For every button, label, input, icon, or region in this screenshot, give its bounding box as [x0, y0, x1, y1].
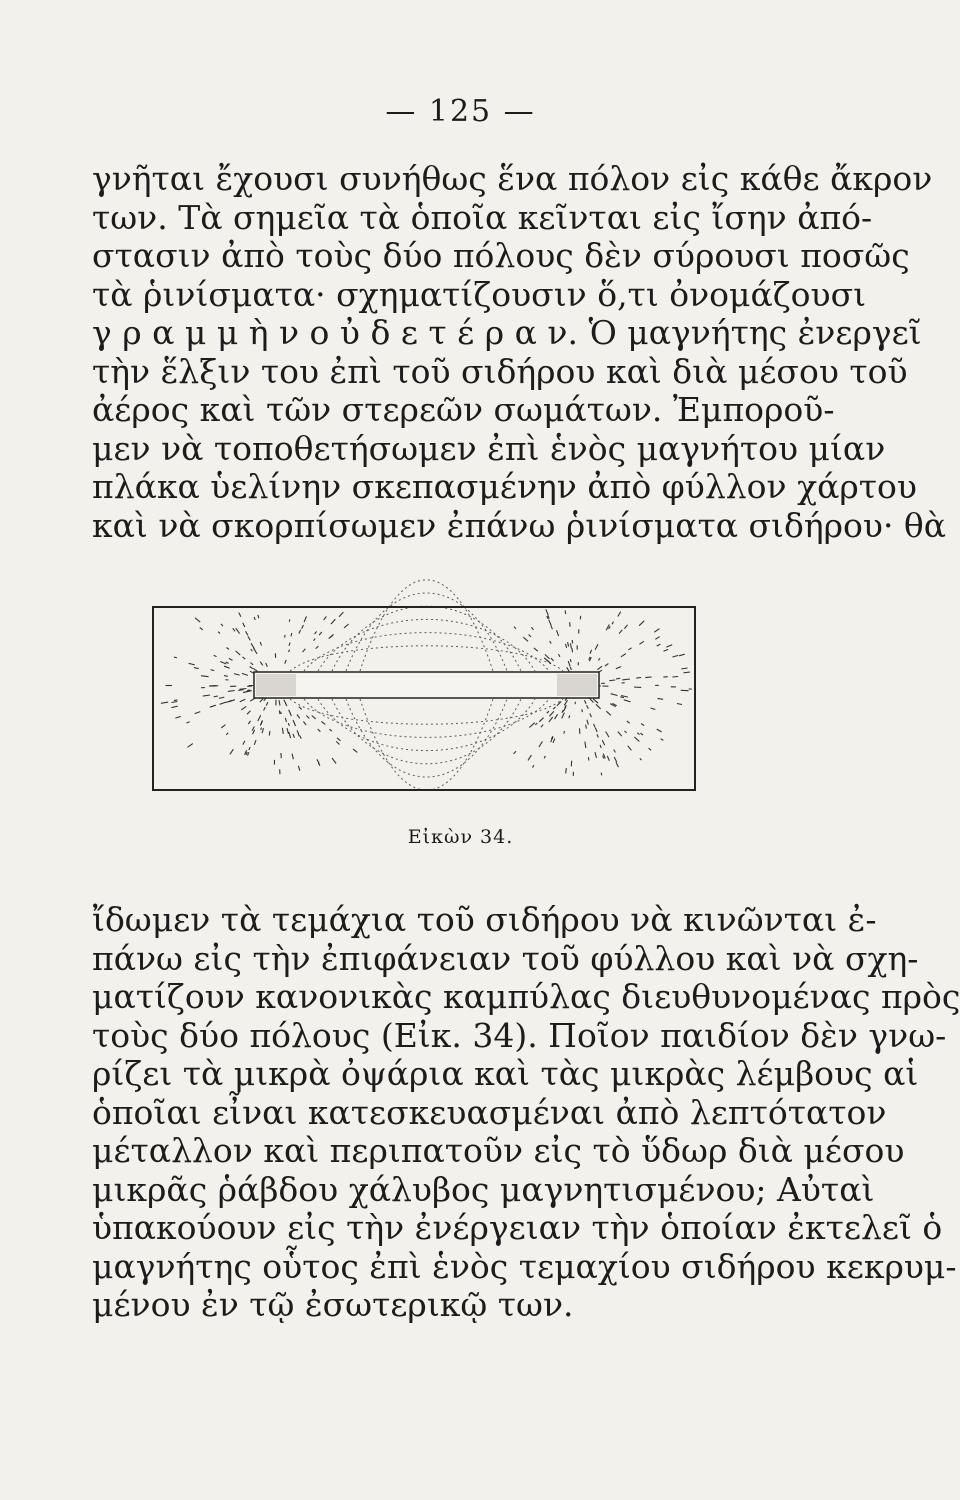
iron-filing — [319, 632, 322, 635]
iron-filing — [291, 633, 292, 636]
iron-filing — [299, 707, 302, 710]
iron-filing — [243, 741, 245, 745]
text-line: ἴδωμεν τὰ τεμάχια τοῦ σιδήρου νὰ κινῶνται ἐ- — [92, 900, 877, 939]
iron-filing — [606, 625, 609, 631]
iron-filing — [254, 648, 257, 654]
iron-filing — [200, 628, 203, 630]
iron-filing — [293, 734, 294, 738]
iron-filing — [549, 620, 552, 626]
iron-filing — [289, 732, 291, 738]
iron-filing — [251, 649, 253, 651]
iron-filing — [601, 773, 602, 776]
iron-filing — [679, 654, 685, 656]
iron-filing — [539, 741, 543, 747]
iron-filing — [673, 655, 679, 657]
field-line — [360, 580, 493, 671]
iron-filing — [562, 710, 564, 713]
iron-filing — [298, 734, 299, 736]
text-line: στασιν ἀπὸ τοὺς δύο πόλους δὲν σύρουσι ποσῶς — [92, 236, 910, 275]
iron-filing — [303, 721, 306, 725]
text-line: ὑπακούουν εἰς τὴν ἐνέργειαν τὴν ὁποίαν ἐκτελεῖ ὁ — [92, 1208, 943, 1247]
text-line: πλάκα ὑελίνην σκεπασμένην ἀπὸ φύλλον χάρτου — [92, 467, 917, 506]
iron-filing — [640, 733, 643, 735]
iron-filing — [553, 739, 555, 743]
iron-filing — [557, 630, 559, 636]
iron-filing — [316, 646, 319, 649]
iron-filing — [289, 619, 290, 621]
iron-filing — [264, 707, 266, 710]
iron-filing — [251, 643, 254, 649]
iron-filing — [246, 752, 247, 755]
iron-filing — [239, 613, 241, 617]
magnet-pole-right — [557, 674, 597, 696]
iron-filing — [312, 716, 316, 719]
iron-filing — [174, 657, 177, 658]
iron-filing — [294, 724, 295, 727]
iron-filing — [249, 747, 250, 750]
iron-filing — [290, 713, 291, 716]
iron-filing — [281, 712, 282, 714]
iron-filing — [161, 702, 168, 703]
iron-filing — [621, 654, 626, 657]
iron-filing — [602, 740, 604, 745]
iron-filing — [585, 742, 586, 748]
text-line: μένου ἐν τῷ ἐσωτερικῷ των. — [92, 1285, 574, 1324]
iron-filing — [619, 630, 622, 634]
iron-filing — [243, 657, 246, 659]
iron-filing — [627, 721, 630, 723]
iron-filing — [603, 756, 604, 759]
iron-filing — [514, 751, 517, 754]
iron-filing — [299, 630, 301, 634]
field-line — [332, 606, 521, 671]
iron-filing — [529, 723, 534, 728]
iron-filing — [195, 618, 200, 622]
iron-filing — [598, 658, 600, 660]
page-number: — 125 — — [385, 94, 536, 129]
iron-filing — [555, 714, 558, 719]
bar-magnet — [254, 672, 599, 698]
iron-filing — [254, 740, 256, 745]
iron-filing — [616, 678, 620, 679]
iron-filing — [535, 723, 537, 725]
iron-filing — [228, 691, 235, 692]
iron-filing — [655, 637, 659, 640]
text-line: ἀέρος καὶ τῶν στερεῶν σωμάτων. Ἐμποροῦ- — [92, 390, 835, 429]
figure-caption: Εἰκὼν 34. — [407, 826, 514, 848]
text-line: γνῆται ἔχουσι συνήθως ἕνα πόλον εἰς κάθε ἄκρον — [92, 159, 933, 198]
iron-filing — [547, 711, 549, 713]
iron-filing — [624, 625, 627, 629]
iron-filing — [234, 674, 240, 676]
iron-filing — [639, 621, 644, 626]
iron-filing — [318, 729, 321, 732]
iron-filing — [531, 627, 533, 630]
iron-filing — [315, 631, 317, 634]
iron-filing — [285, 703, 287, 706]
iron-filing — [214, 655, 217, 656]
iron-filing — [314, 639, 316, 641]
iron-filing — [214, 696, 218, 697]
iron-filing — [514, 627, 516, 629]
iron-filing — [657, 729, 662, 732]
field-line — [304, 699, 549, 737]
iron-filing — [203, 695, 210, 696]
field-line — [346, 593, 507, 671]
iron-filing — [172, 702, 178, 703]
iron-filing — [618, 732, 622, 737]
iron-filing — [624, 700, 631, 702]
iron-filing — [681, 668, 687, 669]
iron-filing — [221, 624, 223, 626]
iron-filing — [666, 645, 672, 647]
iron-filing — [568, 661, 570, 667]
magnet-pole-left — [256, 674, 296, 696]
iron-filing — [242, 673, 248, 675]
iron-filing — [593, 699, 598, 703]
iron-filing — [269, 731, 270, 736]
text-line: τοὺς δύο πόλους (Εἰκ. 34). Ποῖον παιδίον δὲν γνω- — [92, 1015, 947, 1055]
text-line: πάνω εἰς τὴν ἐπιφάνειαν τοῦ φύλλου καὶ νὰ σχη- — [92, 938, 919, 978]
iron-filing — [221, 725, 225, 728]
iron-filing — [321, 721, 325, 724]
iron-filing — [569, 715, 570, 718]
iron-filing — [243, 623, 245, 627]
iron-filing — [289, 650, 290, 652]
iron-filing — [227, 648, 230, 650]
iron-filing — [219, 697, 224, 698]
iron-filing — [600, 745, 601, 748]
iron-filing — [588, 757, 589, 760]
iron-filing — [529, 635, 531, 637]
iron-filing — [230, 749, 234, 754]
iron-filing — [636, 678, 641, 679]
iron-filing — [236, 628, 240, 634]
iron-filing — [285, 718, 286, 722]
iron-filing — [533, 765, 534, 768]
iron-filing — [336, 741, 339, 744]
iron-filing — [226, 662, 229, 663]
field-line — [346, 699, 507, 777]
iron-filing — [590, 650, 592, 654]
iron-filing — [606, 732, 609, 738]
paragraph-bottom — [92, 900, 960, 1325]
iron-filing — [606, 711, 611, 715]
iron-filing — [564, 700, 567, 705]
iron-filing — [625, 731, 627, 733]
iron-filing — [628, 746, 632, 751]
iron-filing — [566, 644, 567, 648]
iron-filing — [331, 619, 336, 624]
iron-filing — [303, 649, 306, 653]
iron-filing — [523, 637, 528, 641]
iron-filing — [248, 636, 250, 640]
iron-filing — [584, 700, 586, 704]
iron-filing — [260, 698, 264, 702]
text-line: μέταλλον καὶ περιπατοῦν εἰς τὸ ὕδωρ διὰ μέσου — [92, 1131, 905, 1170]
iron-filing — [171, 706, 177, 707]
iron-filing — [253, 730, 255, 734]
iron-filing — [254, 617, 255, 620]
field-line — [290, 699, 563, 724]
iron-filing — [188, 744, 193, 748]
iron-filing — [285, 660, 287, 664]
iron-filing — [551, 626, 553, 630]
iron-filing — [233, 628, 235, 631]
iron-filing — [306, 716, 309, 719]
iron-filing — [539, 718, 543, 722]
iron-filing — [639, 641, 644, 644]
iron-filing — [622, 679, 630, 680]
iron-filing — [570, 622, 571, 627]
iron-filing — [247, 690, 250, 691]
iron-filing — [684, 672, 691, 673]
iron-filing — [240, 699, 246, 702]
iron-filing — [195, 712, 201, 714]
iron-filing — [248, 721, 250, 724]
iron-filing — [551, 658, 554, 661]
iron-filing — [616, 762, 619, 767]
iron-filing — [564, 731, 565, 734]
iron-filing — [210, 705, 216, 707]
iron-filing — [609, 680, 615, 681]
iron-filing — [261, 721, 262, 725]
iron-filing — [587, 705, 589, 708]
iron-filing — [566, 768, 567, 773]
iron-filing — [541, 725, 543, 728]
iron-filing — [658, 698, 664, 699]
text-line: καὶ νὰ σκορπίσωμεν ἐπάνω ῥινίσματα σιδήρου· θὰ — [92, 505, 947, 545]
iron-filing — [224, 676, 228, 677]
iron-filing — [288, 723, 289, 726]
magnet-field-drawing — [154, 608, 694, 789]
iron-filing — [304, 616, 306, 622]
iron-filing — [282, 728, 283, 734]
iron-filing — [224, 666, 230, 668]
iron-filing — [250, 663, 253, 665]
iron-filing — [194, 668, 199, 669]
iron-filing — [553, 707, 555, 709]
iron-filing — [187, 722, 190, 723]
iron-filing — [250, 667, 253, 669]
iron-filing — [640, 758, 642, 760]
iron-filing — [262, 728, 264, 733]
field-line — [318, 619, 535, 671]
iron-filing — [637, 733, 639, 735]
iron-filing — [590, 714, 592, 718]
iron-filing — [298, 766, 299, 771]
iron-filing — [587, 720, 588, 725]
field-line — [332, 699, 521, 764]
iron-filing — [567, 667, 570, 671]
iron-filing — [279, 700, 280, 705]
iron-filing — [266, 702, 268, 706]
iron-filing — [236, 651, 241, 655]
iron-filing — [329, 729, 331, 731]
field-line — [360, 699, 493, 790]
field-line — [290, 646, 563, 671]
iron-filing — [229, 658, 233, 660]
iron-filing — [220, 662, 226, 665]
iron-filing — [558, 654, 560, 657]
iron-filing — [253, 668, 257, 671]
iron-filing — [549, 711, 553, 716]
iron-filing — [620, 697, 624, 698]
iron-filing — [654, 629, 659, 633]
iron-filing — [651, 708, 656, 710]
iron-filing — [672, 677, 678, 678]
iron-filing — [261, 728, 262, 730]
iron-filing — [582, 709, 583, 712]
iron-filing — [238, 690, 243, 691]
iron-filing — [597, 734, 598, 737]
iron-filing — [550, 641, 552, 644]
iron-filing — [645, 677, 651, 678]
iron-filing — [247, 711, 251, 715]
iron-filing — [605, 664, 609, 666]
iron-filing — [285, 635, 286, 638]
iron-filing — [614, 750, 616, 753]
iron-filing — [300, 736, 302, 739]
iron-filing — [549, 717, 553, 722]
iron-filing — [571, 643, 572, 648]
iron-filing — [201, 676, 209, 677]
iron-filing — [220, 702, 226, 704]
iron-filing — [570, 667, 571, 670]
iron-filing — [595, 752, 597, 758]
iron-filing — [594, 724, 595, 727]
text-line: μεν νὰ τοποθετήσωμεν ἐπὶ ἑνὸς μαγνήτου μίαν — [92, 428, 886, 468]
iron-filing — [628, 648, 631, 650]
iron-filing — [297, 715, 300, 719]
text-line: ματίζουν κανονικὰς καμπύλας διευθυνομένας πρὸς — [92, 977, 960, 1016]
iron-filing — [339, 612, 343, 617]
iron-filing — [618, 612, 621, 617]
iron-filing — [641, 724, 644, 726]
text-line: γ ρ α μ μ ὴ ν ο ὐ δ ε τ έ ρ α ν. Ὁ μαγνήτης ἐνεργεῖ — [92, 313, 922, 352]
iron-filing — [337, 738, 341, 741]
iron-filing — [287, 728, 289, 734]
iron-filing — [677, 704, 682, 705]
iron-filing — [289, 643, 290, 646]
text-line: τὰ ῥινίσματα· σχηματίζουσιν ὅ,τι ὀνομάζουσι — [92, 274, 867, 314]
iron-filing — [595, 644, 598, 650]
iron-filing — [246, 631, 248, 635]
magnet-field-illustration — [152, 606, 696, 791]
iron-filing — [657, 644, 661, 646]
iron-filing — [292, 754, 293, 760]
iron-filing — [595, 728, 597, 732]
iron-filing — [546, 609, 548, 615]
iron-filing — [332, 758, 336, 763]
iron-filing — [664, 649, 669, 651]
text-line: ρίζει τὰ μικρὰ ὀψάρια καὶ τὰς μικρὰς λέμβους αἱ — [92, 1054, 919, 1093]
iron-filing — [661, 739, 664, 741]
iron-filing — [544, 756, 545, 759]
iron-filing — [534, 648, 538, 651]
iron-filing — [616, 667, 621, 669]
iron-filing — [260, 642, 261, 646]
iron-filing — [634, 737, 639, 742]
iron-filing — [258, 715, 261, 721]
iron-filing — [649, 748, 652, 750]
iron-filing — [260, 662, 263, 666]
iron-filing — [258, 615, 259, 618]
iron-filing — [297, 730, 299, 734]
field-line — [318, 699, 535, 751]
iron-filing — [614, 757, 617, 762]
text-line: των. Τὰ σημεῖα τὰ ὁποῖα κεῖνται εἰς ἴσην ἀπό- — [92, 197, 873, 237]
iron-filing — [344, 624, 349, 628]
iron-filing — [612, 622, 614, 625]
text-line: τὴν ἕλξιν του ἐπὶ τοῦ σιδήρου καὶ διὰ μέσου τοῦ — [92, 351, 908, 391]
iron-filing — [302, 625, 304, 629]
iron-filing — [596, 704, 601, 709]
iron-filing — [324, 617, 327, 621]
iron-filing — [241, 706, 246, 710]
iron-filing — [597, 666, 602, 670]
iron-filing — [586, 725, 587, 729]
iron-filing — [226, 733, 228, 735]
iron-filing — [528, 755, 531, 760]
iron-filing — [609, 626, 611, 629]
iron-filing — [175, 716, 180, 718]
iron-filing — [562, 713, 565, 719]
iron-filing — [570, 659, 571, 662]
iron-filing — [611, 694, 618, 696]
iron-filing — [572, 648, 573, 652]
text-line: ὁποῖαι εἶναι κατεσκευασμέναι ἀπὸ λεπτότατον — [92, 1092, 887, 1132]
field-line — [304, 633, 549, 671]
paragraph-top — [92, 159, 947, 545]
iron-filing — [568, 642, 569, 646]
iron-filing — [545, 654, 550, 659]
iron-filing — [293, 720, 295, 724]
iron-filing — [218, 632, 220, 634]
iron-filing — [174, 700, 178, 701]
text-line: μαγνήτης οὗτος ἐπὶ ἑνὸς τεμαχίου σιδήρου κεκρυμ- — [92, 1246, 957, 1286]
iron-filing — [248, 752, 249, 756]
iron-filing — [607, 756, 609, 761]
iron-filing — [353, 749, 357, 753]
iron-filing — [266, 663, 268, 667]
iron-filing — [565, 610, 566, 614]
iron-filing — [211, 670, 215, 671]
iron-filing — [279, 710, 280, 714]
iron-filing — [189, 663, 195, 665]
text-line: μικρᾶς ῥάβδου χάλυβος μαγνητισμένου; Αὐταὶ — [92, 1169, 875, 1209]
